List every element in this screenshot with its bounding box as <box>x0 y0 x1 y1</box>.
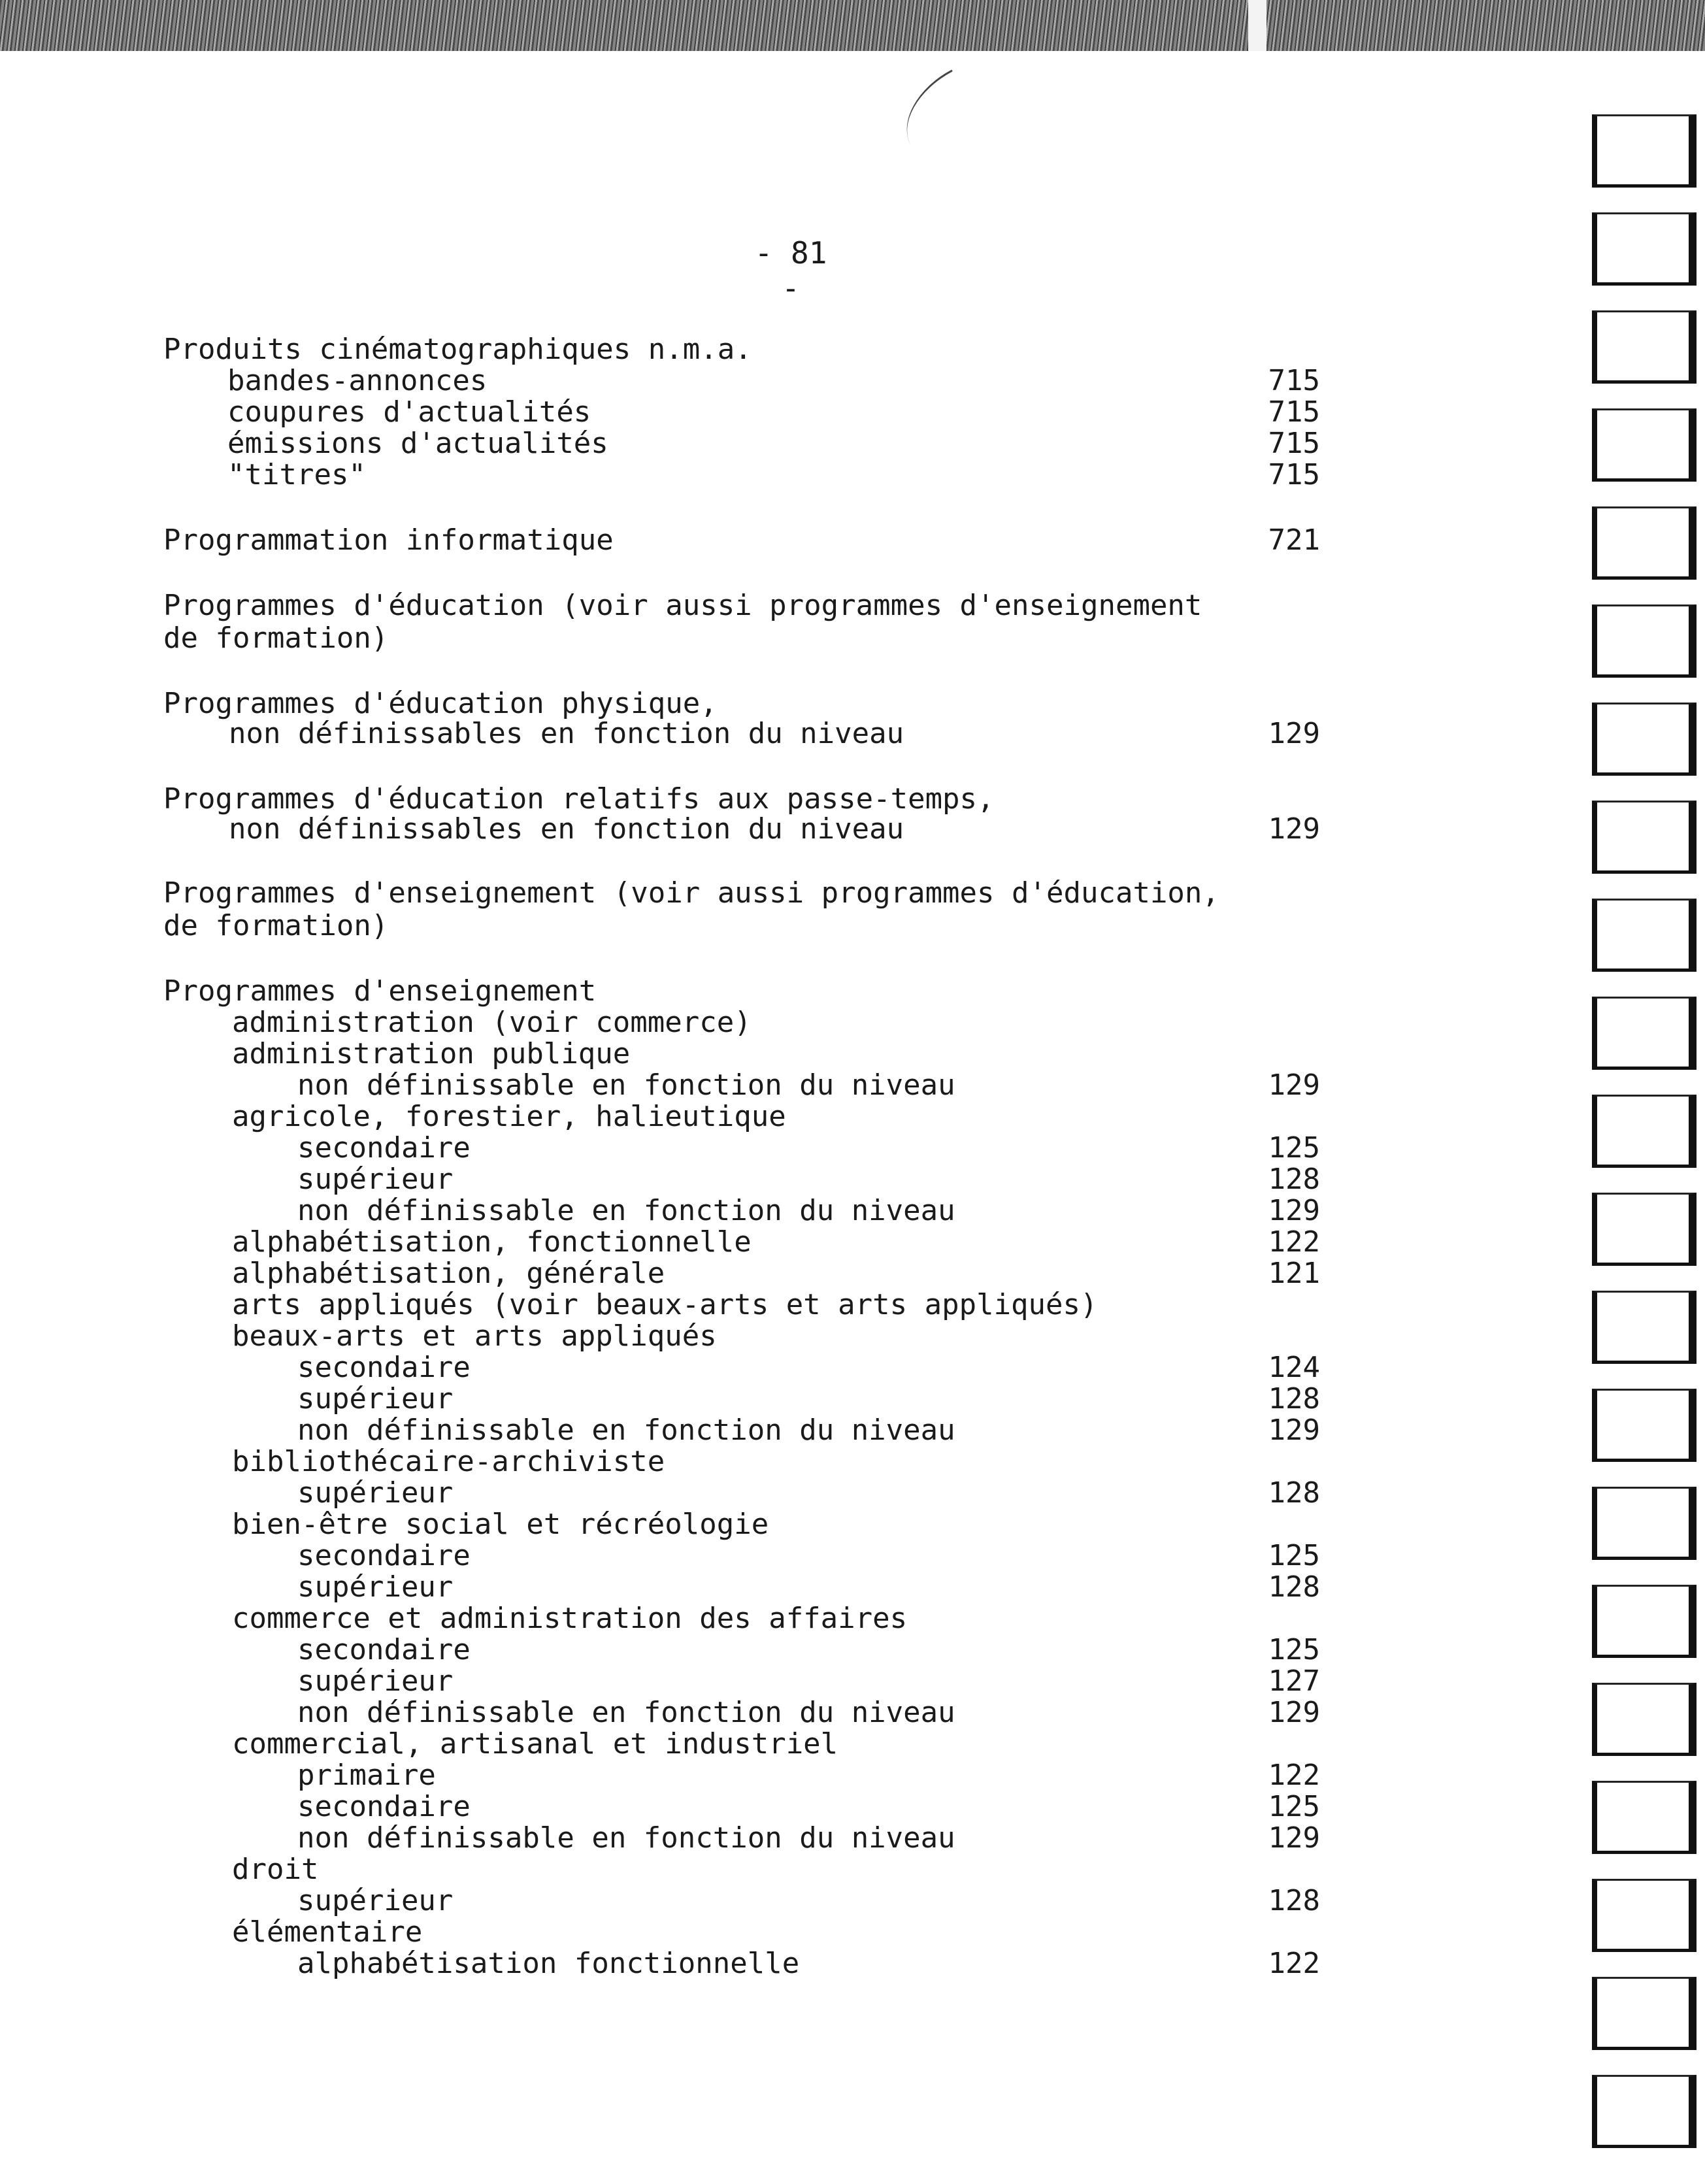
index-entry <box>297 1195 1320 1227</box>
index-entry <box>297 1947 1320 1980</box>
entry-label: non définissable en fonction du niveau <box>297 1696 955 1729</box>
index-entry <box>163 333 1320 366</box>
entry-label: secondaire <box>297 1539 471 1572</box>
entry-label: émissions d'actualités <box>227 427 608 460</box>
entry-label: beaux-arts et arts appliqués <box>232 1319 717 1353</box>
entry-label: administration (voir commerce) <box>232 1006 752 1039</box>
index-entry <box>297 1383 1320 1415</box>
index-entry <box>297 1759 1320 1792</box>
index-entry <box>232 1006 1320 1039</box>
index-entry <box>232 1728 1320 1761</box>
entry-label: Programmes d'enseignement (voir aussi programmes d'éducation, <box>163 876 1219 910</box>
page-reference: 125 <box>1268 1539 1320 1572</box>
binding-ring <box>1592 1879 1697 1952</box>
binding-ring <box>1592 310 1697 384</box>
binding-ring <box>1592 1095 1697 1168</box>
binding-ring <box>1592 1781 1697 1854</box>
entry-label: Produits cinématographiques n.m.a. <box>163 333 752 366</box>
entry-label: supérieur <box>297 1884 454 1917</box>
entry-label: secondaire <box>297 1131 471 1165</box>
index-entry <box>232 1257 1320 1290</box>
index-entry <box>163 589 1320 622</box>
binding-ring <box>1592 1291 1697 1364</box>
binding-ring <box>1592 703 1697 776</box>
entry-label: coupures d'actualités <box>227 395 591 429</box>
page-reference: 122 <box>1268 1947 1320 1980</box>
index-entry <box>163 687 1320 720</box>
binding-ring <box>1592 604 1697 678</box>
index-entry <box>227 459 1320 491</box>
index-entry <box>232 1226 1320 1259</box>
page-reference: 121 <box>1268 1257 1320 1290</box>
page-reference: 128 <box>1268 1884 1320 1917</box>
entry-label: droit <box>232 1853 319 1886</box>
page-reference: 715 <box>1268 395 1320 429</box>
index-entry <box>163 975 1320 1008</box>
page-reference: 129 <box>1268 1068 1320 1102</box>
entry-label: non définissables en fonction du niveau <box>229 812 904 846</box>
entry-label: supérieur <box>297 1476 454 1510</box>
page-reference: 129 <box>1268 1414 1320 1447</box>
index-entry <box>163 783 1320 816</box>
entry-label: secondaire <box>297 1790 471 1823</box>
index-entry <box>297 1791 1320 1823</box>
page-reference: 129 <box>1268 1821 1320 1855</box>
entry-label: supérieur <box>297 1664 454 1698</box>
page-reference: 125 <box>1268 1131 1320 1165</box>
binding-ring <box>1592 2075 1697 2148</box>
index-entry <box>297 1696 1320 1729</box>
index-entry <box>163 910 1320 942</box>
page-reference: 721 <box>1268 523 1320 557</box>
index-entry <box>227 427 1320 460</box>
index-entry <box>297 1414 1320 1447</box>
entry-label: secondaire <box>297 1351 471 1384</box>
page-reference: 715 <box>1268 458 1320 491</box>
entry-label: administration publique <box>232 1037 631 1070</box>
entry-label: bibliothécaire-archiviste <box>232 1445 665 1478</box>
entry-label: bandes-annonces <box>227 364 488 397</box>
binding-ring <box>1592 506 1697 580</box>
binding-ring <box>1592 997 1697 1070</box>
index-entry <box>297 1822 1320 1855</box>
index-entry <box>229 813 1320 846</box>
page-reference: 715 <box>1268 427 1320 460</box>
index-entry <box>297 1885 1320 1917</box>
index-entry <box>232 1100 1320 1133</box>
index-entry <box>232 1038 1320 1070</box>
entry-label: bien-être social et récréologie <box>232 1508 769 1541</box>
index-entry <box>297 1132 1320 1165</box>
index-entry <box>163 622 1320 655</box>
binding-ring <box>1592 114 1697 188</box>
page-reference: 124 <box>1268 1351 1320 1384</box>
entry-label: de formation) <box>163 621 389 655</box>
index-entry <box>163 877 1320 910</box>
index-entry <box>232 1602 1320 1635</box>
index-entry <box>229 718 1320 750</box>
binding-ring <box>1592 408 1697 482</box>
entry-label: non définissable en fonction du niveau <box>297 1821 955 1855</box>
page-reference: 125 <box>1268 1790 1320 1823</box>
binding-ring <box>1592 212 1697 286</box>
page-reference: 128 <box>1268 1476 1320 1510</box>
index-entry <box>297 1351 1320 1384</box>
page-reference: 128 <box>1268 1163 1320 1196</box>
binding-ring <box>1592 801 1697 874</box>
entry-label: supérieur <box>297 1382 454 1415</box>
binding-ring <box>1592 1585 1697 1658</box>
entry-label: secondaire <box>297 1633 471 1666</box>
entry-label: alphabétisation, fonctionnelle <box>232 1225 752 1259</box>
pen-stroke-mark <box>888 69 974 145</box>
entry-label: commerce et administration des affaires <box>232 1602 908 1635</box>
index-entry <box>232 1446 1320 1478</box>
index-entry <box>232 1289 1320 1321</box>
page-reference: 129 <box>1268 717 1320 750</box>
page-reference: 715 <box>1268 364 1320 397</box>
entry-label: agricole, forestier, halieutique <box>232 1100 786 1133</box>
entry-label: Programmes d'enseignement <box>163 974 597 1008</box>
index-entry <box>163 524 1320 557</box>
page-reference: 122 <box>1268 1225 1320 1259</box>
entry-label: non définissables en fonction du niveau <box>229 717 904 750</box>
entry-label: supérieur <box>297 1570 454 1604</box>
entry-label: non définissable en fonction du niveau <box>297 1414 955 1447</box>
page-reference: 127 <box>1268 1664 1320 1698</box>
entry-label: non définissable en fonction du niveau <box>297 1194 955 1227</box>
binding-ring <box>1592 1193 1697 1266</box>
index-entry <box>297 1069 1320 1102</box>
index-entry <box>232 1916 1320 1949</box>
page-reference: 128 <box>1268 1382 1320 1415</box>
page-reference: 129 <box>1268 1696 1320 1729</box>
binding-ring <box>1592 1977 1697 2050</box>
entry-label: élémentaire <box>232 1915 423 1949</box>
page-reference: 129 <box>1268 1194 1320 1227</box>
page-reference: 128 <box>1268 1570 1320 1604</box>
page-reference: 129 <box>1268 812 1320 846</box>
index-entry <box>297 1477 1320 1510</box>
entry-label: supérieur <box>297 1163 454 1196</box>
entry-label: de formation) <box>163 909 389 942</box>
entry-label: primaire <box>297 1759 436 1792</box>
index-entry <box>297 1634 1320 1666</box>
entry-label: Programmes d'éducation relatifs aux passe-temps, <box>163 782 995 816</box>
entry-label: alphabétisation, générale <box>232 1257 665 1290</box>
entry-label: non définissable en fonction du niveau <box>297 1068 955 1102</box>
entry-label: Programmes d'éducation physique, <box>163 687 718 720</box>
index-entry <box>297 1665 1320 1698</box>
spiral-binding <box>1581 98 1705 2184</box>
index-entry <box>297 1571 1320 1604</box>
binding-ring <box>1592 1683 1697 1756</box>
binding-ring <box>1592 1487 1697 1560</box>
index-entry <box>297 1163 1320 1196</box>
page-number: - 81 - <box>754 235 827 306</box>
page-reference: 122 <box>1268 1759 1320 1792</box>
entry-label: "titres" <box>227 458 366 491</box>
index-entry <box>297 1540 1320 1572</box>
index-entry <box>232 1508 1320 1541</box>
scan-top-edge <box>0 0 1705 51</box>
index-entry <box>232 1853 1320 1886</box>
index-entry <box>227 396 1320 429</box>
entry-label: alphabétisation fonctionnelle <box>297 1947 800 1980</box>
entry-label: commercial, artisanal et industriel <box>232 1727 838 1761</box>
index-entry <box>232 1320 1320 1353</box>
entry-label: Programmes d'éducation (voir aussi programmes d'enseignement <box>163 589 1202 622</box>
page-reference: 125 <box>1268 1633 1320 1666</box>
entry-label: arts appliqués (voir beaux-arts et arts appliqués) <box>232 1288 1098 1321</box>
binding-ring <box>1592 1389 1697 1462</box>
entry-label: Programmation informatique <box>163 523 614 557</box>
binding-ring <box>1592 899 1697 972</box>
index-entry <box>227 365 1320 397</box>
